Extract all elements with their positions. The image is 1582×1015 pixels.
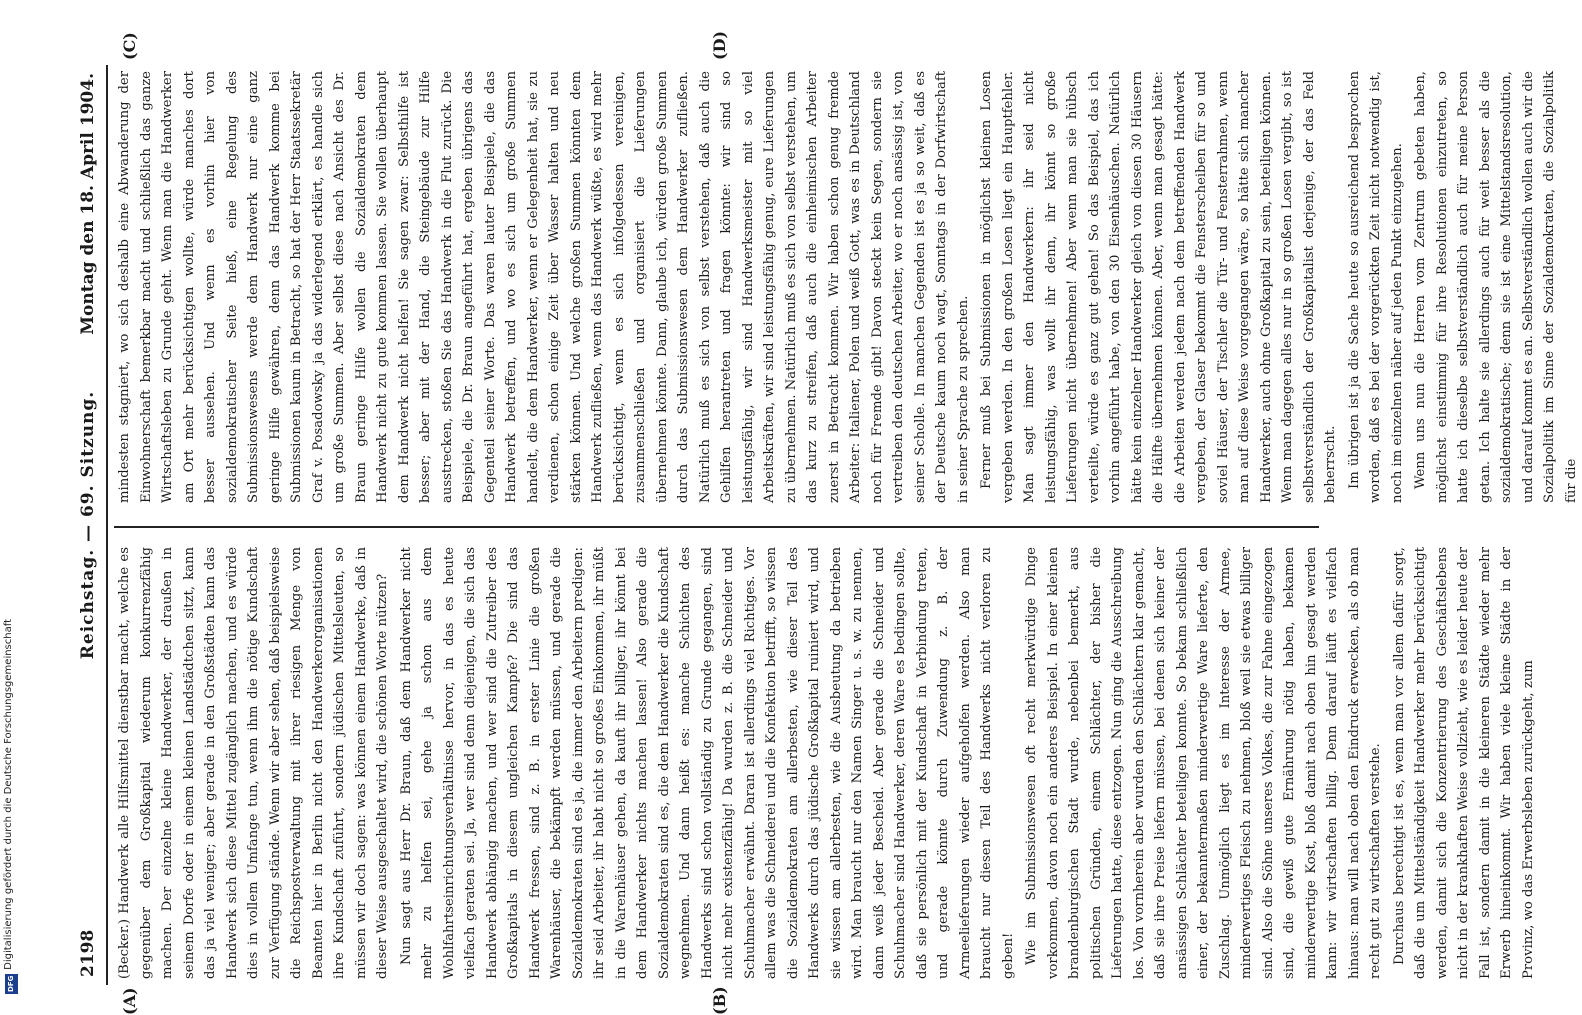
session-date: Montag den 18. April 1904. (78, 73, 98, 335)
paragraph: Durchaus berechtigt ist es, wenn man vor allem dafür sorgt, daß die um Mittelständigkeit Handwerker mehr berücksichtigt werden, damit sich die Konzentrierung des Geschäftslebens nicht in der krankhaften Weise vollzieht, wie es leider heute der Fall ist, sondern damit in die kleineren Städte wieder mehr Erwerb hineinkommt. Wir haben viele kleine Städte in der Provinz, wo das Erwerbsleben zurückgeht, zum (1391, 547, 1536, 979)
page-title: Reichstag. — 69. Sitzung. (78, 390, 98, 660)
digitization-footer (3, 0, 19, 1000)
rotated-print-area (70, 30, 1579, 1015)
paragraph: Wenn uns nun die Herren vom Zentrum gebeten haben, möglichst einstimmig für ihre Resolutionen einzutreten, so hatte ich dieselbe selbstverständlich auch für meine Person getan. Ich halte sie allerdings auch für weit besser als die sozialdemokratische; denn sie ist eine Mittelstandsresolution, und darauf kommt es an. Selbstverständlich wollen auch wir die Sozialpolitik im Sinne der Sozialdemokraten, die Sozialpolitik für die (1413, 71, 1579, 503)
paragraph: Nun sagt aus Herr Dr. Braun, daß dem Handwerker nicht mehr zu helfen sei, gehe ja schon aus dem Wohlfahrtseinrichtungsverhältnisse hervor, in das es heute vielfach geraten sei. Ja, wer sind denn diejenigen, die sich das Handwerk abhängig machen, und wer sind die Zutreiber des Großkapitals in diesem ungleichen Kampfe? Die sind das Handwerk fressen, sind z. B. in erster Linie die großen Warenhäuser, die bekämpft werden müssen, und gerade die Sozialdemokraten sind es ja, die immer den Arbeitern predigen: ihr seid Arbeiter, ihr habt nicht so großes Einkommen, ihr müßt in die Warenhäuser gehen, da kauft ihr billiger, ihr könnt bei dem Handwerker nichts machen lassen! Also gerade die Sozialdemokraten sind es, die dem Handwerker die Kundschaft wegnehmen. Und dann heißt es: manche Schichten des Handwerks sind schon vollständig zu Grunde gegangen, sind nicht mehr existenzfähig! Da wurden z. B. die Schneider und Schuhmacher erwähnt. Daran ist allerdings viel Richtiges. Vor allem was die Schneiderei und die Konfektion betrifft, so wissen die Sozialdemokraten am allerbesten, wie dieser Teil des Handwerks durch das jüdische Großkapital ruiniert wird, und sie wissen am allerbesten, wie die Ausbeutung da betrieben wird. Man braucht nur den Namen Singer u. s. w. zu nennen, dann weiß jeder Bescheid. Aber gerade die Schneider und Schuhmacher sind Handwerker, deren Ware es bedingen sollte, daß sie persönlich mit der Kundschaft in Verbindung treten, und gerade könnte durch Zuwendung z. B. der Armeelieferungen wieder aufgeholfen werden. Also man braucht nur diesen Teil des Handwerks nicht verloren zu geben! (398, 547, 1016, 979)
dfg-logo-icon: DFG (5, 974, 18, 994)
margin-marker-a: (A) (120, 987, 139, 1015)
paragraph: Im übrigen ist ja die Sache heute so ausreichend besprochen worden, daß es bei der vorgerückten Zeit nicht notwendig ist, noch im einzelnen näher auf jeden Punkt einzugehen. (1346, 71, 1405, 503)
paragraph: mindesten stagniert, wo sich deshalb eine Abwanderung der Einwohnerschaft bemerkbar macht und schließlich das ganze Wirtschaftsleben zu Grunde geht. Wenn man die Handwerker am Ort mehr berücksichtigen wollte, würde manches dort besser aussehen. Und wenn es vorhin hier von sozialdemokratischer Seite hieß, eine Regelung des Submissionswesens werde dem Handwerk nur eine ganz geringe Hilfe gewähren, denn das Handwerk komme bei Submissionen kaum in Betracht, so hat der Herr Staatssekretär Graf v. Posadowsky ja das widerlegend erklärt, es handle sich um große Summen. Aber selbst diese nach Ansicht des Dr. Braun geringe Hilfe wollen die Sozialdemokraten dem Handwerk nicht zu gute kommen lassen. Sie wollen überhaupt dem Handwerk nicht helfen! Sie sagen zwar: Selbsthilfe ist besser; aber mit der Hand, die Steingebäude zur Hilfe ausstrecken, stoßen Sie das Handwerk in die Flut zurück. Die Beispiele, die Dr. Braun angeführt hat, ergeben übrigens das Gegenteil seiner Worte. Das waren lauter Beispiele, die das Handwerk betreffen, und wo es sich um große Summen handelt, die dem Handwerker, wenn er Gelegenheit hat, sie zu verdienen, schon einige Zeit über Wasser halten und neu stärken können. Und welche großen Summen könnten dem Handwerk zufließen, wenn das Handwerk wüßte, es wird mehr berücksichtigt, wenn es sich infolgedessen vereinigen, zusammenschließen und organisiert die Lieferungen übernehmen könnte. Dann, glaube ich, würden große Summen durch das Submissionswesen dem Handwerker zufließen. Natürlich muß es sich von selbst verstehen, daß auch die Gehilfen herantreten und fragen könnte: wir sind so leistungsfähig, wir sind Handwerksmeister mit so viel Arbeitskräften, wir sind leistungsfähig genug, eure Lieferungen zu übernehmen. Natürlich muß es sich von selbst verstehen, um das kurz zu streifen, daß auch die einheimischen Arbeiter zuerst in Betracht kommen. Wir haben schon genug fremde Arbeiter: Italiener, Polen und weiß Gott, was es in Deutschland noch für Fremde gibt! Davon steckt kein Segen, sondern sie vertreiben den deutschen Arbeiter, wo er noch ansässig ist, von seiner Scholle. In manchen Gegenden ist es ja so weit, daß es der Deutsche kaum noch wagt, Sonntags in der Dorfwirtschaft in seiner Sprache zu sprechen. (117, 71, 971, 503)
running-header (70, 65, 106, 985)
page-number: 2198 (78, 929, 98, 977)
digitization-credit: Digitalisierung gefördert durch die Deutsche Forschungsgemeinschaft (3, 619, 14, 970)
paragraph: Ferner muß bei Submissionen in möglichst kleinen Losen vergeben werden. In den großen Losen liegt ein Hauptfehler. Man sagt immer den Handwerkern: ihr seid nicht leistungsfähig, was wollt ihr denn, ihr könnt so große Lieferungen nicht übernehmen! Aber wenn man sie hübsch verteilte, würde es ganz gut gehen! So das Beispiel, das ich vorhin angeführt habe, von den 30 Eisenhäuschen. Natürlich hätte kein einzelner Handwerker gleich von diesen 30 Häusern die Hälfte übernehmen können. Aber, wenn man gesagt hätte: die Arbeiten werden jedem nach dem betreffenden Handwerk vergeben, der Glaser bekommt die Fensterscheiben für so und soviel Häuser, der Tischler die Tür- und Fensterrahmen, wenn man auf diese Weise vorgegangen wäre, so hätte sich mancher Handwerker, auch ohne Großkapital zu sein, beteiligen können. Wenn man dagegen alles nur in so großen Losen vergibt, so ist selbstverständlich der Großkapitalist derjenige, der das Feld beherrscht. (979, 71, 1338, 503)
column-divider (114, 526, 1319, 528)
margin-marker-c: (C) (120, 32, 139, 60)
paragraph: (Becker.) Handwerk alle Hilfsmittel dienstbar macht, welche es gegenüber dem Großkapital wiederum konkurrenzfähig machen. Der einzelne kleine Handwerker, der draußen in seinem Dorfe oder in einem kleinen Landstädtchen sitzt, kann das ja viel weniger; aber gerade in den Großstädten kann das Handwerk sich diese Mittel zugänglich machen, und es würde dies in vollem Umfange tun, wenn ihm die nötige Kundschaft zur Verfügung stände. Wenn wir aber sehen, daß beispielsweise die Reichspostverwaltung mit ihrer riesigen Menge von Beamten hier in Berlin nicht den Handwerkerorganisationen ihre Kundschaft zuführt, sondern jüdischen Mittelsleuten, so müssen wir doch sagen: was können einem Handwerke, daß in dieser Weise ausgeschaltet wird, die schönen Worte nützen? (117, 547, 390, 979)
right-text-column (114, 71, 1579, 503)
margin-marker-d: (D) (710, 30, 729, 60)
margin-marker-b: (B) (710, 986, 729, 1015)
paragraph: Wie im Submissionswesen oft recht merkwürdige Dinge vorkommen, davon noch ein anderes Beispiel. In einer kleinen brandenburgischen Stadt wurde, nebenbei bemerkt, aus politischen Gründen, einem Schlächter, der bisher die Lieferungen hatte, diese entzogen. Nun ging die Ausschreibung los. Von vornherein aber wurden den Schlächtern klar gemacht, daß sie ihre Preise liefern müssen, bei denen sich keiner der ansässigen Schlächter beteiligen konnte. So bekam schließlich einer, der bekanntermaßen minderwertige Ware lieferte, den Zuschlag. Unmöglich liegt es im Interesse der Armee, minderwertiges Fleisch zu nehmen, bloß weil sie etwas billiger sind. Also die Söhne unseres Volkes, die zur Fahne eingezogen sind, die gewiß gute Ernährung nötig haben, bekamen minderwertige Kost, bloß damit nach oben hin gesagt werden kann: wir wirtschaften billig. Denn darauf läuft es vielfach hinaus: man will nach oben den Eindruck erwecken, als ob man recht gut zu wirtschaften verstehe. (1024, 547, 1383, 979)
header-rule (106, 65, 108, 985)
left-text-column (114, 547, 1536, 979)
